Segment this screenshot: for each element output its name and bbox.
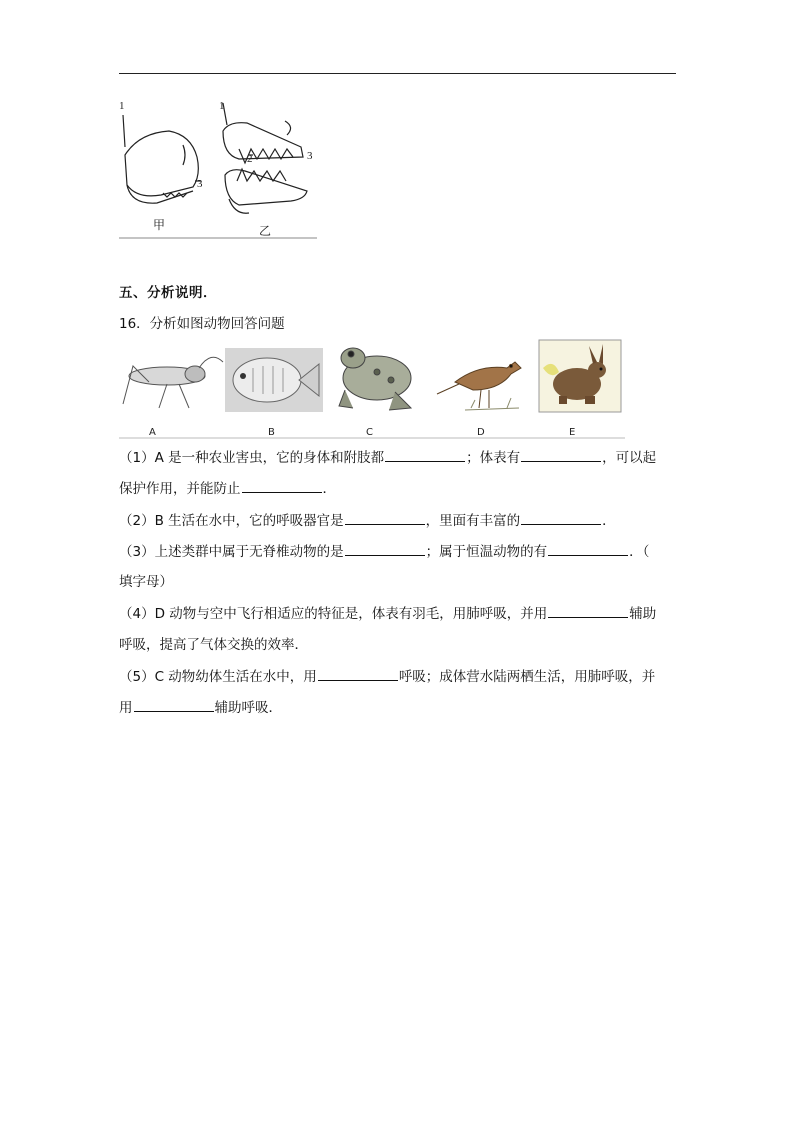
caption-jia: 甲: [153, 218, 166, 232]
line-text: ；属于恒温动物的有: [425, 544, 548, 560]
line-text: （5）C 动物幼体生活在水中，用: [119, 669, 317, 685]
line-text: （2）B 生活在水中，它的呼吸器官是: [119, 513, 344, 529]
question-line-1: [119, 446, 656, 466]
line-text: 保护作用，并能防止: [119, 481, 241, 497]
animal-figure: [119, 338, 625, 442]
answer-blank[interactable]: [345, 512, 425, 525]
line-text: ．: [602, 513, 616, 529]
animal-label-a: A: [149, 427, 156, 438]
line-text: 呼吸，提高了气体交换的效率．: [119, 637, 308, 653]
line-text: 辅助: [629, 606, 657, 622]
animal-label-e: E: [569, 427, 576, 438]
question-line-7: [119, 633, 308, 653]
label-1-jia: 1: [119, 100, 125, 112]
question-line-8: [119, 665, 655, 685]
answer-blank[interactable]: [385, 449, 465, 462]
rabbit-image: [539, 340, 621, 412]
section-title: 五、分析说明．: [119, 285, 217, 301]
fish-image: [225, 348, 323, 412]
line-text: 呼吸；成体营水陆两栖生活，用肺呼吸，并: [398, 669, 656, 685]
answer-blank[interactable]: [548, 605, 628, 618]
question-line-9: [119, 696, 282, 716]
answer-blank[interactable]: [134, 699, 214, 712]
answer-blank[interactable]: [242, 480, 322, 493]
line-text: 填字母）: [119, 574, 173, 590]
skull-jia-drawing: [123, 115, 201, 203]
caption-yi: 乙: [259, 224, 272, 238]
line-text: 用: [119, 700, 133, 716]
answer-blank[interactable]: [521, 449, 601, 462]
frog-image: [339, 348, 411, 410]
skull-yi-drawing: [223, 103, 307, 213]
teeth-figure: [119, 95, 317, 241]
answer-blank[interactable]: [521, 512, 601, 525]
answer-blank[interactable]: [345, 543, 425, 556]
animal-label-c: C: [366, 427, 373, 438]
header-rule: [119, 73, 676, 74]
line-text: ，里面有丰富的: [425, 513, 521, 529]
line-text: （1）A 是一种农业害虫，它的身体和附肢都: [119, 450, 385, 466]
question-line-6: [119, 602, 656, 622]
label-3-jia: 3: [197, 178, 203, 190]
line-text: （3）上述类群中属于无脊椎动物的是: [119, 544, 344, 560]
line-text: ；体表有: [466, 450, 521, 466]
label-2-yi: 2: [247, 153, 253, 165]
label-3-yi: 3: [307, 150, 313, 162]
line-text: ．（: [629, 544, 650, 560]
bird-image: [437, 362, 521, 410]
animal-label-b: B: [268, 427, 275, 438]
question-line-4: [119, 540, 649, 560]
question-title: 16．分析如图动物回答问题: [119, 316, 285, 332]
question-line-5: [119, 570, 173, 590]
question-line-3: [119, 509, 616, 529]
line-text: ，可以起: [602, 450, 657, 466]
line-text: ．: [322, 481, 336, 497]
question-line-2: [119, 477, 336, 497]
label-1-yi: 1: [219, 100, 225, 112]
answer-blank[interactable]: [318, 668, 398, 681]
line-text: 辅助呼吸．: [214, 700, 282, 716]
line-text: （4）D 动物与空中飞行相适应的特征是，体表有羽毛，用肺呼吸，并用: [119, 606, 548, 622]
animal-label-d: D: [477, 427, 485, 438]
grasshopper-image: [123, 357, 223, 408]
answer-blank[interactable]: [548, 543, 628, 556]
